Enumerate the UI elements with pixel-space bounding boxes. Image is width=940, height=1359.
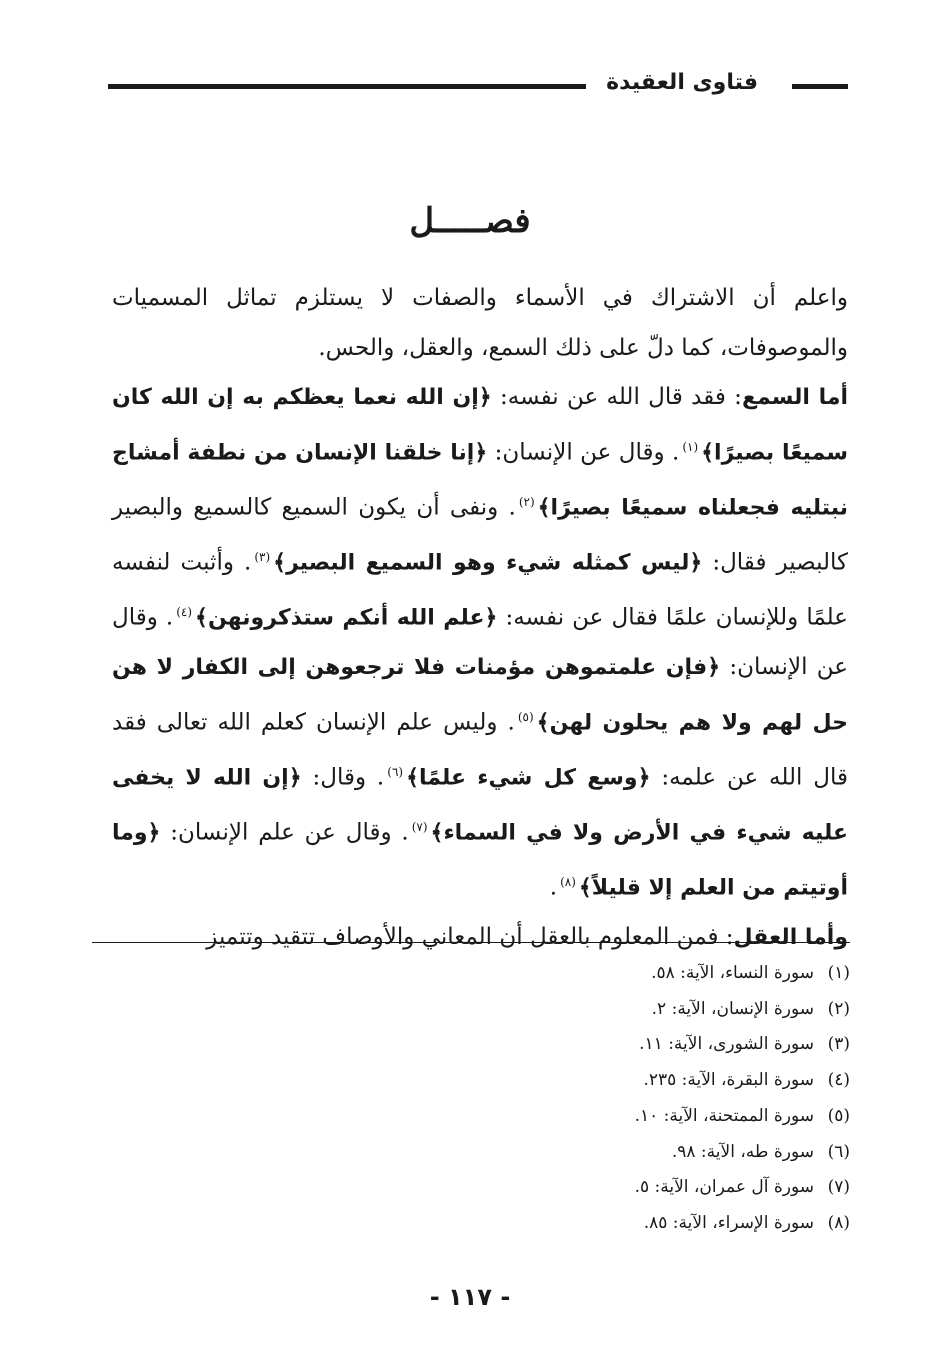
footnote-text: سورة الإسراء، الآية: ٨٥. [643,1212,814,1233]
quran-quote: ﴿ليس كمثله شيء وهو السميع البصير﴾ [273,550,703,576]
footnote-ref: (٥) [517,709,534,724]
footnote-ref: (٤) [176,604,193,619]
quran-quote: ﴿علم الله أنكم ستذكرونهن﴾ [195,605,498,631]
quran-quote: ﴿إن الله لا يخفى عليه شيء في الأرض ولا في السماء﴾ [112,765,849,846]
footnote-ref: (٦) [387,764,404,779]
footnote-text: سورة الشورى، الآية: ١١. [639,1034,814,1055]
footnote-text: سورة آل عمران، الآية: ٥. [634,1177,814,1198]
footnote-separator [92,942,850,943]
quran-quote: ﴿وما أوتيتم من العلم إلا قليلاً﴾ [112,820,848,901]
footnote-item [350,956,850,992]
footnote-text: سورة الممتحنة، الآية: ١٠. [634,1105,814,1126]
text-segment: . وقال: [301,764,385,791]
footnotes-list [350,956,850,1242]
footnote-text: سورة الإنسان، الآية: ٢. [651,998,814,1019]
footnote-ref: (٢) [518,494,535,509]
footnote-item [350,1027,850,1063]
footnote-number: (٦) [827,1141,850,1162]
header-title: فتاوى العقيدة [606,70,758,95]
text-segment: واعلم أن الاشتراك في الأسماء والصفات لا يستلزم تماثل المسميات والموصوفات، كما دلّ على ذلك السمع، والعقل، والحس. [112,285,848,361]
quran-quote: ﴿فإن علمتموهن مؤمنات فلا ترجعوهن إلى الكفار لا هن حل لهم ولا هم يحلون لهن﴾ [112,655,848,736]
footnote-number: (٤) [827,1070,850,1091]
footnote-text: سورة طه، الآية: ٩٨. [671,1141,814,1162]
footnote-text: سورة البقرة، الآية: ٢٣٥. [643,1070,814,1091]
text-segment: . [549,874,558,901]
text-segment: . وأثبت لنفسه علمًا وللإنسان علمًا فقال عن نفسه: [112,549,848,631]
text-segment: . وليس علم الإنسان كعلم الله تعالى فقد قال الله عن علمه: [112,709,848,791]
text-segment: . ونفى أن يكون السميع كالسميع والبصير كالبصير فقال: [112,494,848,576]
text-segment: . وقال عن الإنسان: [487,439,680,466]
paragraph [112,274,848,373]
footnote-text: سورة النساء، الآية: ٥٨. [651,963,814,983]
footnote-ref: (١) [682,439,699,454]
paragraph [112,373,848,913]
header-rule-long [108,84,586,89]
footnote-item [350,1063,850,1099]
footnote-item [350,992,850,1028]
text-segment: . وقال عن الإنسان: [112,604,848,681]
text-segment: : فقد قال الله عن نفسه: [491,384,742,410]
quran-quote: ﴿وسع كل شيء علمًا﴾ [406,765,651,791]
footnote-item [350,1135,850,1171]
paragraph-lead: أما السمع [741,385,848,410]
footnote-ref: (٣) [254,549,271,564]
footnote-number: (٢) [827,998,850,1019]
footnote-ref: (٨) [560,875,576,890]
quran-quote: ﴿إنا خلقنا الإنسان من نطفة أمشاج نبتليه فجعلناه سميعًا بصيرًا﴾ [112,440,848,521]
paragraph-lead: وأما العقل [733,925,848,951]
footnote-item [350,1206,850,1242]
footnote-number: (٣) [827,1034,850,1055]
text-segment: . وقال عن علم الإنسان: [160,819,409,846]
footnote-number: (١) [827,963,850,983]
footnote-number: (٧) [827,1177,850,1198]
quran-quote: ﴿إن الله نعما يعظكم به إن الله كان سميعًا بصيرًا﴾ [112,385,848,466]
footnote-number: (٨) [827,1212,850,1233]
running-header [108,68,848,108]
footnote-item [350,1170,850,1206]
section-title: فصـــــل [409,201,531,241]
page-number: - ١١٧ - [429,1283,511,1311]
header-rule-short [792,84,848,89]
text-segment: : فمن المعلوم بالعقل أن المعاني والأوصاف تتقيد وتتميز [206,924,734,951]
footnote-item [350,1099,850,1135]
footnote-ref: (٧) [411,819,428,834]
footnote-number: (٥) [827,1105,850,1126]
body-text [112,274,848,963]
